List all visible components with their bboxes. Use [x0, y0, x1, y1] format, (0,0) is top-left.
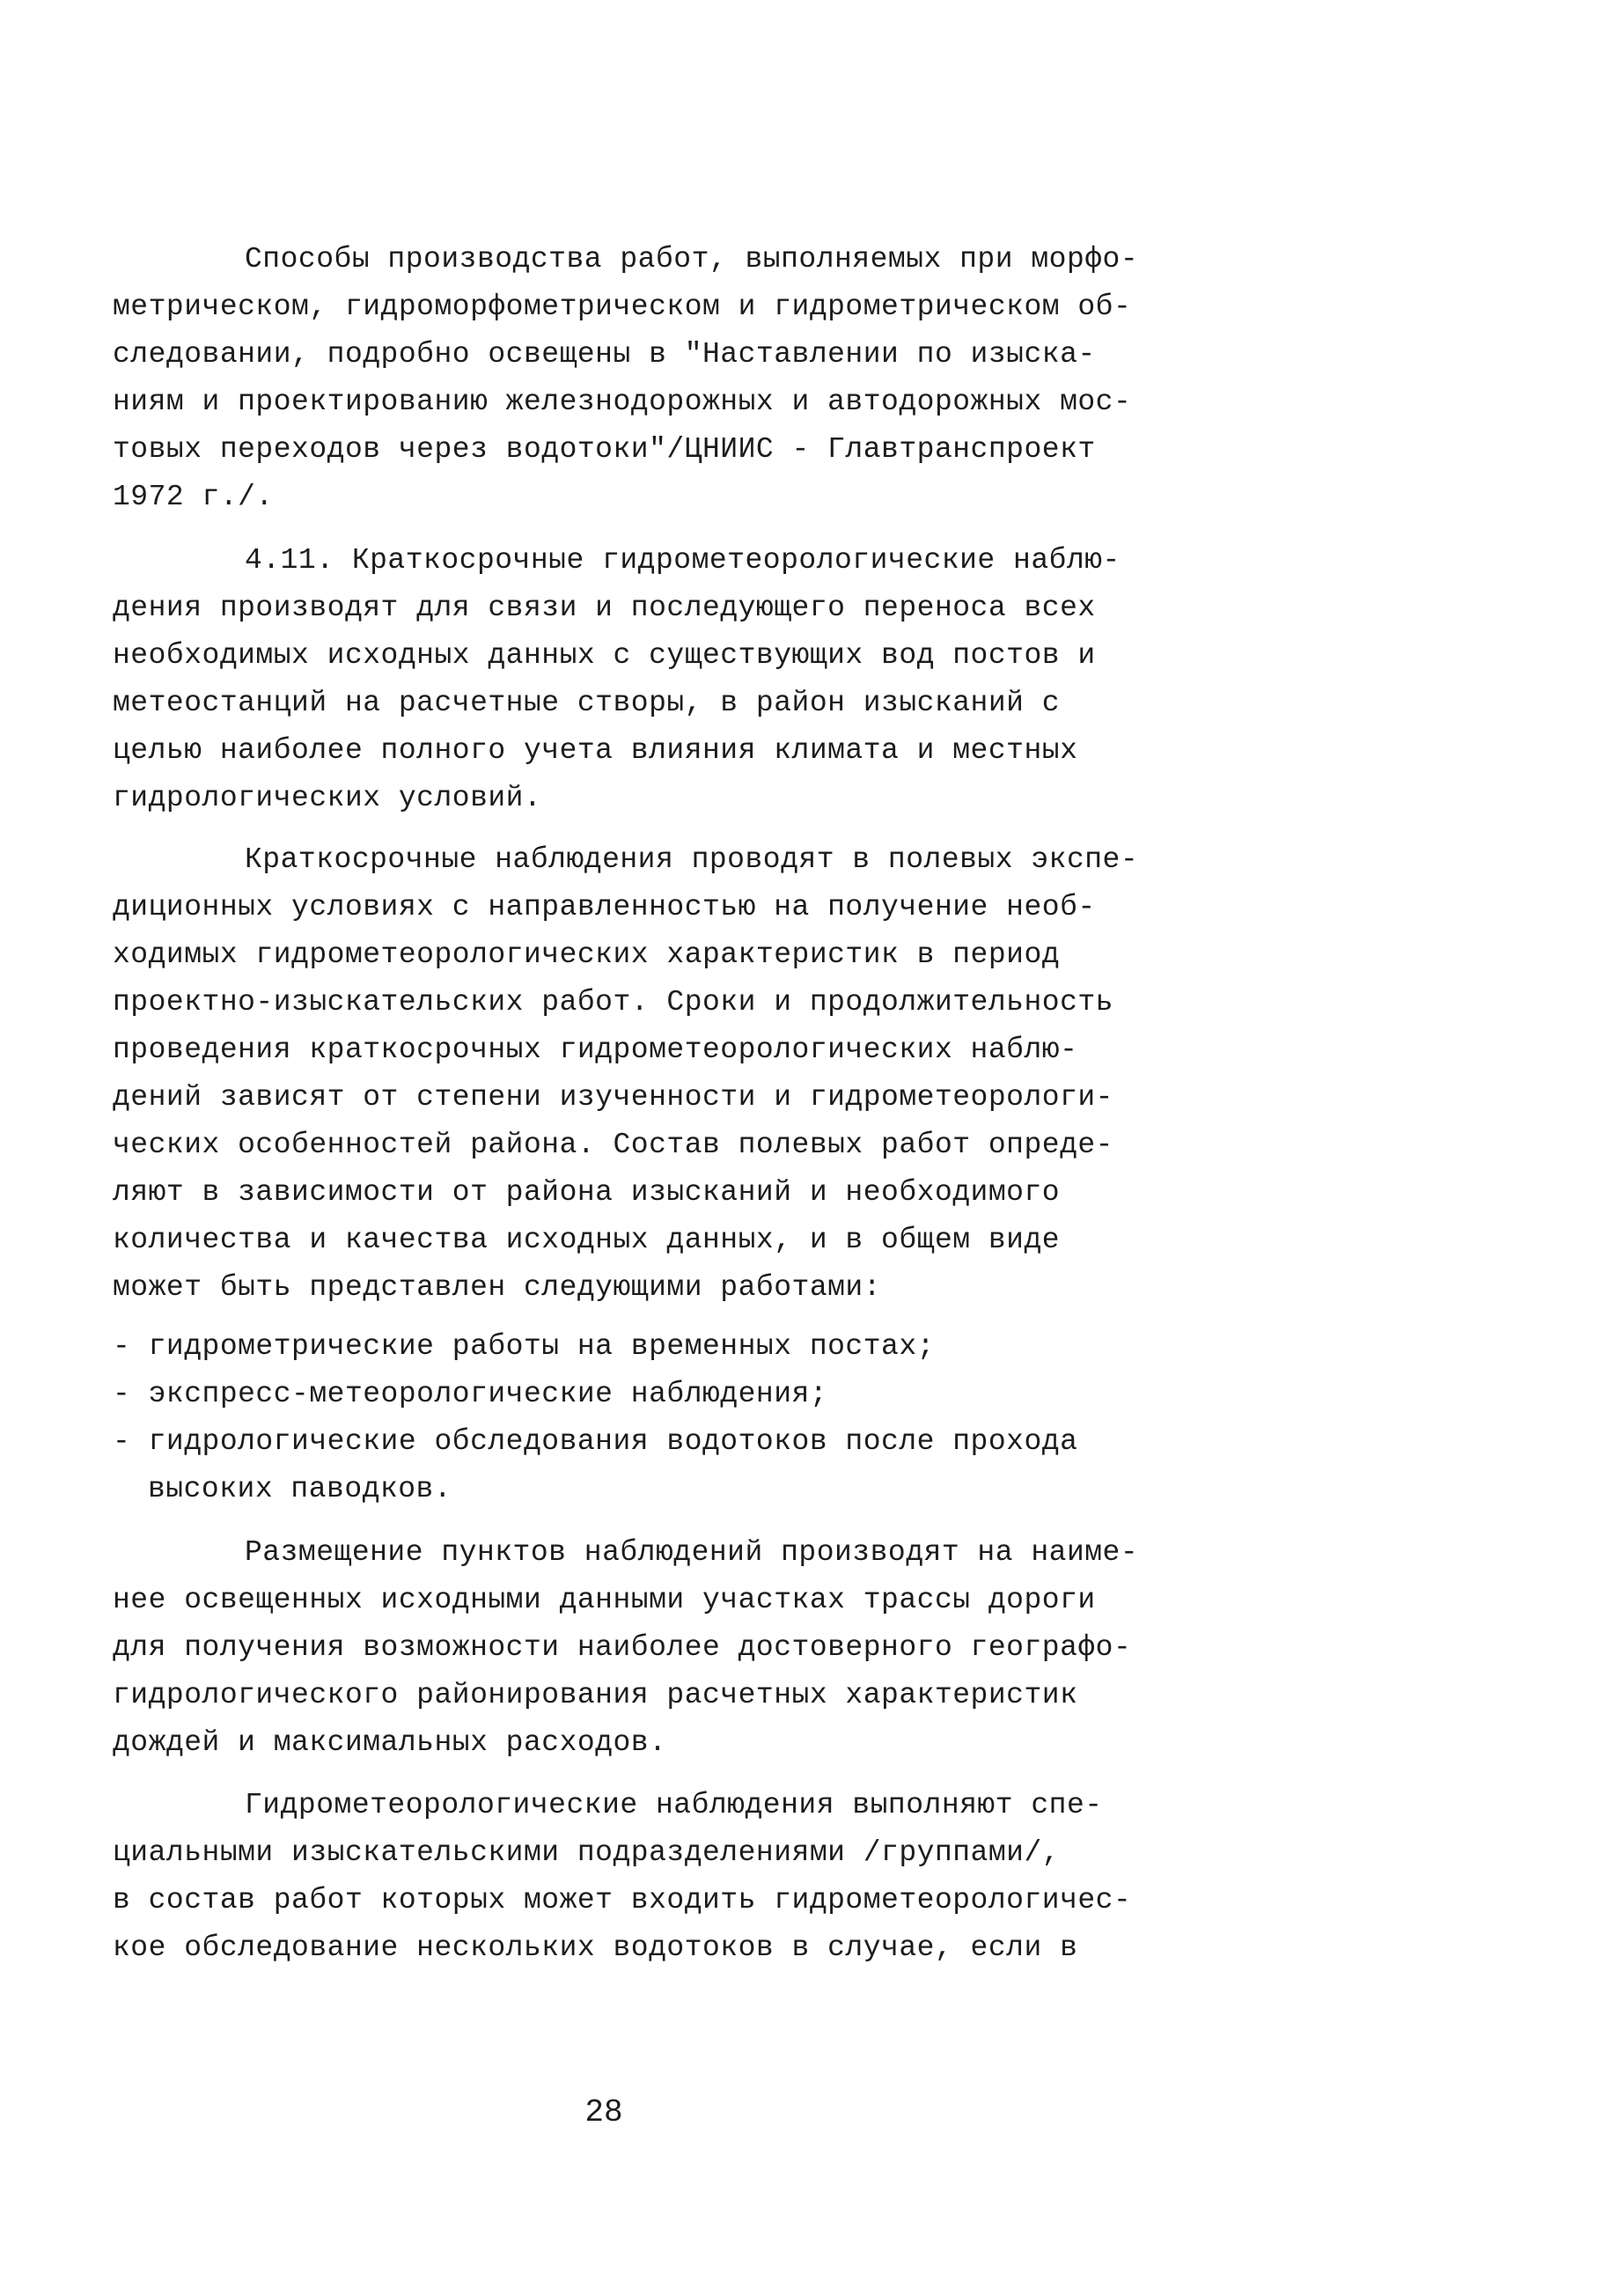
text-line: гидрологического районирования расчетных характеристик	[113, 1679, 1078, 1711]
text-line: проектно-изыскательских работ. Сроки и продолжительность	[113, 986, 1113, 1019]
text-line: кое обследование нескольких водотоков в случае, если в	[113, 1931, 1078, 1964]
paragraph-performers	[113, 1782, 1275, 1972]
text-line: диционных условиях с направленностью на получение необ-	[113, 891, 1096, 923]
text-line: дений зависят от степени изученности и гидрометеорологи-	[113, 1081, 1113, 1114]
text-line: гидрологических условий.	[113, 782, 542, 814]
text-line: проведения краткосрочных гидрометеорологических наблю-	[113, 1034, 1078, 1066]
text-line: Краткосрочные наблюдения проводят в полевых экспе-	[245, 843, 1139, 876]
text-line: 4.11. Краткосрочные гидрометеорологические наблю-	[245, 544, 1121, 577]
page-number: 28	[584, 2094, 623, 2130]
text-line: необходимых исходных данных с существующих вод постов и	[113, 639, 1096, 672]
text-line: дения производят для связи и последующего переноса всех	[113, 592, 1096, 624]
list-item: - гидрометрические работы на временных постах;	[113, 1330, 935, 1363]
list-item-continuation: высоких паводков.	[148, 1473, 452, 1505]
text-line: товых переходов через водотоки"/ЦНИИС - Главтранспроект	[113, 433, 1096, 466]
text-line: дождей и максимальных расходов.	[113, 1726, 667, 1759]
paragraph-section-4-11	[113, 537, 1275, 822]
text-line: нее освещенных исходными данными участках трассы дороги	[113, 1584, 1096, 1616]
text-line: метеостанций на расчетные створы, в район изысканий с	[113, 687, 1061, 719]
text-line: целью наиболее полного учета влияния климата и местных	[113, 734, 1078, 767]
text-line: для получения возможности наиболее достоверного географо-	[113, 1631, 1132, 1664]
text-line: ческих особенностей района. Состав полевых работ опреде-	[113, 1129, 1113, 1161]
text-line: в состав работ которых может входить гидрометеорологичес-	[113, 1884, 1132, 1916]
text-line: Гидрометеорологические наблюдения выполняют спе-	[245, 1789, 1103, 1821]
text-line: 1972 г./.	[113, 481, 274, 513]
text-line: ляют в зависимости от района изысканий и необходимого	[113, 1176, 1061, 1209]
text-line: следовании, подробно освещены в "Наставлении по изыска-	[113, 338, 1096, 371]
text-line: количества и качества исходных данных, и в общем виде	[113, 1224, 1061, 1256]
text-line: ниям и проектированию железнодорожных и автодорожных мос-	[113, 386, 1132, 418]
text-line: циальными изыскательскими подразделениями /группами/,	[113, 1836, 1061, 1869]
list-item: - экспресс-метеорологические наблюдения;	[113, 1378, 828, 1410]
text-line: может быть представлен следующими работами:	[113, 1271, 882, 1304]
text-line: ходимых гидрометеорологических характеристик в период	[113, 938, 1061, 971]
paragraph-placement	[113, 1529, 1275, 1767]
text-line: Способы производства работ, выполняемых при морфо-	[245, 243, 1139, 276]
paragraph-short-term-observations	[113, 836, 1275, 1312]
text-line: Размещение пунктов наблюдений производят на наиме-	[245, 1536, 1139, 1569]
list-item: - гидрологические обследования водотоков после прохода	[113, 1425, 1078, 1458]
bullet-list	[113, 1323, 1275, 1513]
paragraph-methods	[113, 236, 1275, 521]
text-line: метрическом, гидроморфометрическом и гидрометрическом об-	[113, 291, 1132, 323]
